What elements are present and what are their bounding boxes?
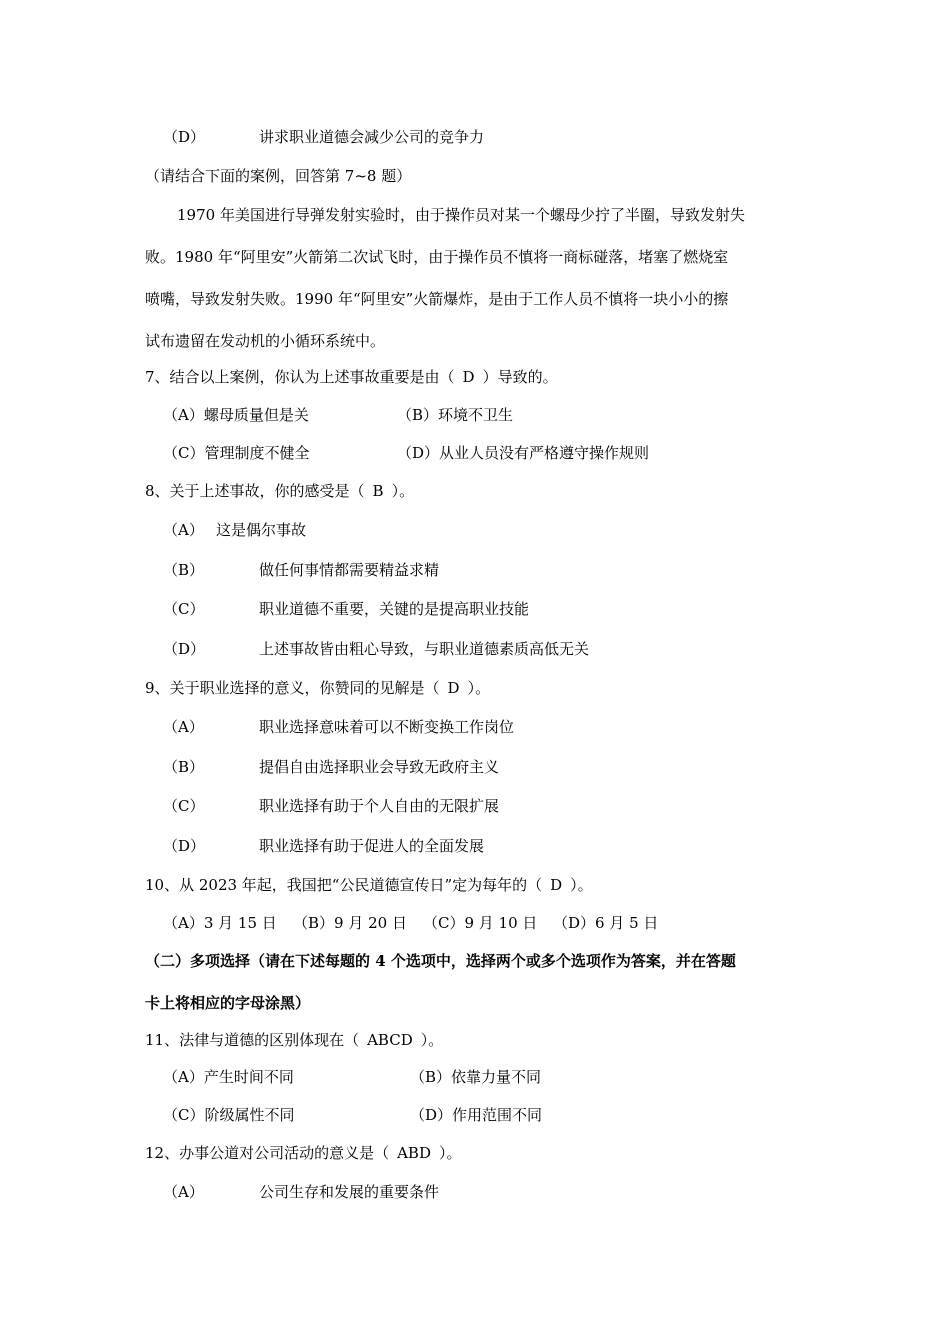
option-text: 讲求职业道德会减少公司的竞争力 bbox=[259, 128, 485, 146]
question-10 bbox=[145, 875, 593, 895]
option-text: 上述事故皆由粗心导致，与职业道德素质高低无关 bbox=[259, 640, 590, 658]
option-text: 职业选择意味着可以不断变换工作岗位 bbox=[259, 718, 515, 736]
section-heading-cont: 卡上将相应的字母涂黑） bbox=[145, 994, 311, 1012]
option-tag: （A） bbox=[163, 1183, 204, 1201]
question-text-end: ）。 bbox=[467, 679, 491, 697]
option-d: （D）从业人员没有严格遵守操作规则 bbox=[397, 444, 650, 462]
option-text: 职业选择有助于促进人的全面发展 bbox=[259, 837, 485, 855]
answer: D bbox=[550, 876, 563, 894]
answer: B bbox=[372, 482, 384, 500]
question-text: 10、从 2023 年起，我国把“公民道德宣传日”定为每年的（ bbox=[145, 876, 543, 894]
question-text: 9、关于职业选择的意义，你赞同的见解是（ bbox=[145, 679, 440, 697]
answer: ABCD bbox=[367, 1031, 413, 1049]
question-text: 12、办事公道对公司活动的意义是（ bbox=[145, 1144, 390, 1162]
answer: D bbox=[447, 679, 460, 697]
question-11 bbox=[145, 1030, 443, 1050]
question-text: 8、关于上述事故，你的感受是（ bbox=[145, 482, 365, 500]
question-text: 7、结合以上案例，你认为上述事故重要是由（ bbox=[145, 368, 455, 386]
option-b: （B）依靠力量不同 bbox=[410, 1068, 542, 1086]
option-tag: （D） bbox=[163, 640, 206, 658]
case-line: 喷嘴，导致发射失败。1990 年“阿里安”火箭爆炸，是由于工作人员不慎将一块小小的擦 bbox=[145, 290, 729, 308]
option-b: （B）9 月 20 日 bbox=[293, 914, 407, 932]
section-heading: （二）多项选择（请在下述每题的 4 个选项中，选择两个或多个选项作为答案，并在答题 bbox=[145, 952, 736, 970]
option-d: （D）作用范围不同 bbox=[410, 1106, 543, 1124]
option-text: 公司生存和发展的重要条件 bbox=[259, 1183, 440, 1201]
case-line: 试布遗留在发动机的小循环系统中。 bbox=[145, 332, 386, 350]
option-text: 职业选择有助于个人自由的无限扩展 bbox=[259, 797, 500, 815]
question-7 bbox=[145, 367, 558, 387]
question-text-end: ）。 bbox=[391, 482, 415, 500]
case-line: 1970 年美国进行导弹发射实验时，由于操作员对某一个螺母少拧了半圈，导致发射失 bbox=[177, 206, 745, 224]
option-b: （B）环境不卫生 bbox=[397, 406, 514, 424]
option-a: （A）3 月 15 日 bbox=[163, 914, 277, 932]
option-tag: （C） bbox=[163, 600, 205, 618]
option-text: 提倡自由选择职业会导致无政府主义 bbox=[259, 758, 500, 776]
option-text: 做任何事情都需要精益求精 bbox=[259, 561, 440, 579]
question-12 bbox=[145, 1143, 462, 1163]
option-c: （C）管理制度不健全 bbox=[163, 444, 310, 462]
case-note: （请结合下面的案例，回答第 7~8 题） bbox=[145, 167, 412, 185]
question-text-end: ）。 bbox=[420, 1031, 444, 1049]
question-9 bbox=[145, 678, 490, 698]
answer: D bbox=[462, 368, 475, 386]
option-d: （D）6 月 5 日 bbox=[553, 914, 659, 932]
question-text-end: ）。 bbox=[438, 1144, 462, 1162]
question-8 bbox=[145, 481, 414, 501]
question-text-end: ）导致的。 bbox=[482, 368, 558, 386]
option-c: （C）阶级属性不同 bbox=[163, 1106, 295, 1124]
option-tag: （A） bbox=[163, 718, 204, 736]
option-a: （A）螺母质量但是关 bbox=[163, 406, 309, 424]
option-tag: （C） bbox=[163, 797, 205, 815]
option-tag: （B） bbox=[163, 758, 205, 776]
question-text-end: ）。 bbox=[570, 876, 593, 894]
option-tag: （B） bbox=[163, 561, 205, 579]
case-line: 败。1980 年“阿里安”火箭第二次试飞时，由于操作员不慎将一商标碰落，堵塞了燃烧室 bbox=[145, 248, 729, 266]
option-c: （C）9 月 10 日 bbox=[423, 914, 538, 932]
question-text: 11、法律与道德的区别体现在（ bbox=[145, 1031, 360, 1049]
option-a: （A）产生时间不同 bbox=[163, 1068, 294, 1086]
answer: ABD bbox=[397, 1144, 431, 1162]
option-text: 职业道德不重要，关键的是提高职业技能 bbox=[259, 600, 530, 618]
option-tag: （D） bbox=[163, 128, 206, 146]
option-tag: （A） bbox=[163, 521, 204, 539]
option-text: 这是偶尔事故 bbox=[216, 521, 307, 539]
option-tag: （D） bbox=[163, 837, 206, 855]
